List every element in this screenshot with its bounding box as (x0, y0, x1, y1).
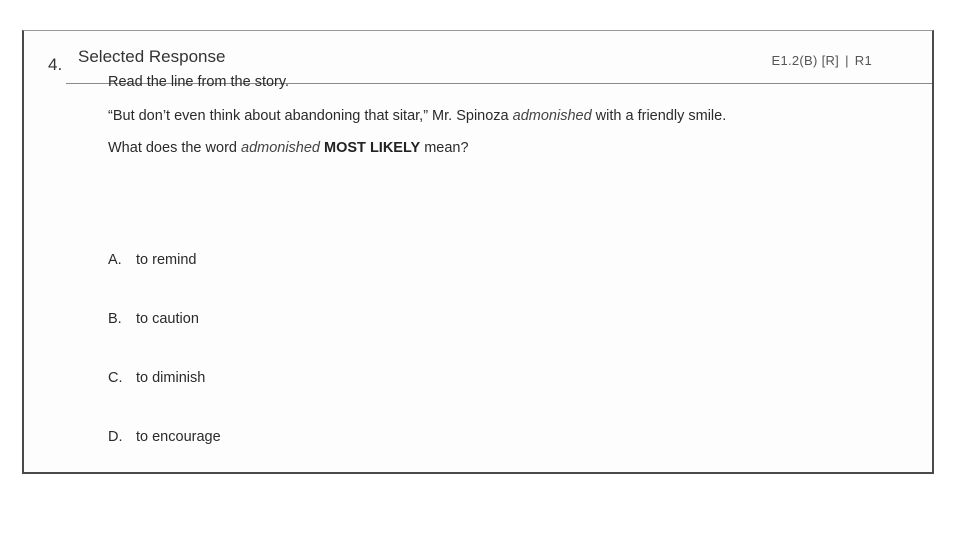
instruction-text: Read the line from the story. (108, 74, 290, 90)
choice-letter: C. (108, 370, 123, 386)
choice-letter: A. (108, 252, 122, 268)
answer-choice-b[interactable] (108, 311, 199, 327)
quote-text-start: “But don’t even think about abandoning that sitar,” Mr. Spinoza (108, 108, 513, 124)
quote-text-end: with a friendly smile. (591, 108, 727, 124)
standard-code: E1.2(B) [R] (771, 53, 840, 68)
choice-text: to encourage (136, 429, 221, 445)
answer-choice-a[interactable] (108, 252, 196, 268)
choice-text: to diminish (136, 370, 206, 386)
stem-text-end: mean? (420, 140, 469, 156)
stem-italic-word: admonished (241, 140, 320, 156)
choice-text: to remind (136, 252, 197, 268)
stem-text-start: What does the word (108, 140, 241, 156)
story-quote (108, 106, 828, 126)
question-type: Selected Response (78, 47, 226, 66)
standards-separator: | (845, 53, 849, 68)
answer-choice-c[interactable] (108, 370, 205, 386)
choice-text: to caution (136, 311, 199, 327)
choice-letter: B. (108, 311, 122, 327)
choice-letter: D. (108, 429, 123, 445)
stem-bold-text: MOST LIKELY (324, 140, 421, 156)
question-number: 4. (48, 55, 63, 74)
question-body (108, 72, 828, 158)
answer-choice-d[interactable] (108, 429, 221, 445)
question-stem (108, 138, 828, 158)
standards-codes (771, 53, 872, 68)
quote-italic-word: admonished (512, 108, 592, 124)
reporting-category: R1 (854, 53, 872, 68)
